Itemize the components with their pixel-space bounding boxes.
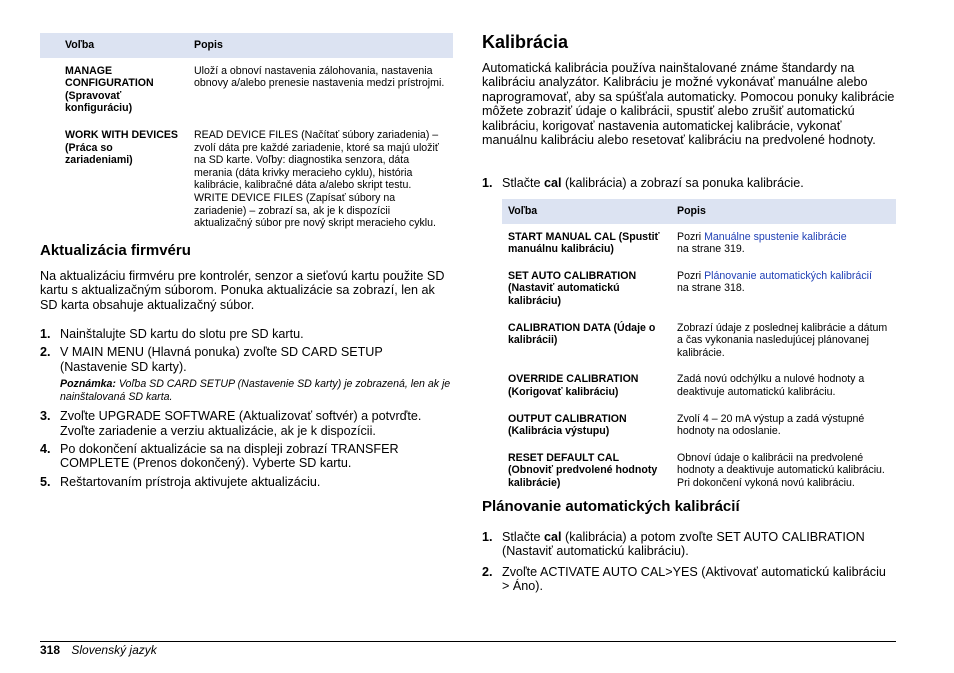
option-cell: RESET DEFAULT CAL (Obnoviť predvolené hodnoty kalibrácie) xyxy=(508,451,658,489)
step-number: 2. xyxy=(482,564,493,579)
column-header-option: Voľba xyxy=(502,199,671,224)
auto-calibration-heading: Plánovanie automatických kalibrácií xyxy=(482,498,740,515)
auto-calibration-steps xyxy=(482,530,896,594)
step-text: Zvoľte ACTIVATE AUTO CAL>YES (Aktivovať automatickú kalibráciu > Áno). xyxy=(502,564,886,594)
calibration-options-table xyxy=(502,199,896,497)
firmware-steps xyxy=(40,327,453,489)
step-text: (kalibrácia) a zobrazí sa ponuka kalibrácie. xyxy=(561,176,804,190)
step-number: 4. xyxy=(40,442,51,457)
table-row xyxy=(502,224,896,263)
note-text: Voľba SD CARD SETUP (Nastavenie SD karty) je zobrazená, len ak je nainštalovaná SD karta. xyxy=(60,378,451,404)
note xyxy=(40,378,453,404)
description-cell: Zvolí 4 – 20 mA výstup a zadá výstupné hodnoty na odoslanie. xyxy=(677,412,865,438)
list-item xyxy=(482,565,896,594)
description-cell: Obnoví údaje o kalibrácii na predvolené hodnoty a deaktivuje automatickú kalibráciu. Pri dokončení vykoná novú kalibráciu. xyxy=(677,451,885,489)
column-header-description: Popis xyxy=(671,199,896,224)
table-row xyxy=(502,263,896,315)
description-cell xyxy=(671,263,896,315)
option-cell: MANAGE CONFIGURATION (Spravovať konfiguráciu) xyxy=(65,64,154,115)
firmware-intro: Na aktualizáciu firmvéru pre kontrolér, senzor a sieťovú kartu použite SD kartu s aktualizačným súborom. Ponuka aktualizácie sa zobrazí, len ak SD karta obsahuje aktualizačný súbor. xyxy=(40,269,445,312)
list-item xyxy=(40,327,453,341)
option-cell: SET AUTO CALIBRATION (Nastaviť automatickú kalibráciu) xyxy=(508,269,637,307)
option-cell: START MANUAL CAL (Spustiť manuálnu kalibráciu) xyxy=(508,230,660,256)
footer-divider xyxy=(40,641,896,642)
step-text: V MAIN MENU (Hlavná ponuka) zvoľte SD CARD SETUP (Nastavenie SD karty). xyxy=(60,345,383,374)
link-auto-calibration[interactable]: Plánovanie automatických kalibrácií xyxy=(704,269,872,282)
description-cell xyxy=(671,224,896,263)
description-cell: Zobrazí údaje z poslednej kalibrácie a dátum a čas vykonania nasledujúcej plánovanej kalibrácie. xyxy=(677,321,888,359)
step-text: Reštartovaním prístroja aktivujete aktualizáciu. xyxy=(60,474,321,489)
list-item xyxy=(40,409,453,438)
calibration-heading: Kalibrácia xyxy=(482,32,569,52)
list-item xyxy=(482,176,896,190)
description-cell: Zadá novú odchýlku a nulové hodnoty a deaktivuje automatickú kalibráciu. xyxy=(677,373,865,398)
page-footer xyxy=(40,643,157,657)
table-header-row xyxy=(40,33,453,58)
step-number: 3. xyxy=(40,409,51,424)
column-header-description: Popis xyxy=(188,33,453,58)
option-cell: OUTPUT CALIBRATION (Kalibrácia výstupu) xyxy=(508,412,627,438)
description-text: na strane 318. xyxy=(677,282,745,295)
page-number: 318 xyxy=(40,643,61,657)
step-number: 2. xyxy=(40,345,51,360)
step-number: 1. xyxy=(482,176,493,190)
table-row xyxy=(40,122,453,237)
list-item xyxy=(40,475,453,489)
list-item xyxy=(40,442,453,471)
step-text: Stlačte xyxy=(502,176,544,190)
table-row xyxy=(502,406,896,445)
step-number: 1. xyxy=(40,327,51,341)
list-item xyxy=(482,530,896,559)
table-row xyxy=(502,366,896,405)
option-cell: WORK WITH DEVICES (Práca so zariadeniami) xyxy=(65,128,178,167)
table-row xyxy=(502,315,896,367)
link-manual-calibration[interactable]: Manuálne spustenie kalibrácie xyxy=(704,230,847,243)
option-cell: CALIBRATION DATA (Údaje o kalibrácii) xyxy=(508,321,656,347)
calibration-intro: Automatická kalibrácia používa nainštalované známe štandardy na kalibráciu analyzátor. Kalibráciu je možné vykonávať manuálne alebo naprogramovať, aby sa spúšťala automaticky. Pomocou ponuky kalibrácie môžete zobraziť údaje o kalibrácii, spustiť alebo zrušiť automatickú kalibráciu, korigovať nastavenia automatickej kalibrácie, vykonať manuálnu kalibráciu alebo resetovať kalibráciu na predvolené hodnoty. xyxy=(482,61,895,148)
table-row xyxy=(502,445,896,497)
step-text: Po dokončení aktualizácie sa na displeji zobrazí TRANSFER COMPLETE (Prenos dokončený). Vyberte SD kartu. xyxy=(60,442,399,471)
step-number: 5. xyxy=(40,474,51,489)
firmware-heading: Aktualizácia firmvéru xyxy=(40,242,191,259)
cal-key: cal xyxy=(544,176,562,190)
step-text: Zvoľte UPGRADE SOFTWARE (Aktualizovať softvér) a potvrďte. Zvoľte zariadenie a verziu aktualizácie, ak je k dispozícii. xyxy=(60,409,422,438)
note-label: Poznámka: xyxy=(60,378,116,391)
option-cell: OVERRIDE CALIBRATION (Korigovať kalibráciu) xyxy=(508,373,639,398)
table-row xyxy=(40,58,453,122)
description-text: Pozri xyxy=(677,230,705,243)
cal-key: cal xyxy=(544,530,562,544)
step-number: 1. xyxy=(482,530,493,544)
footer-language: Slovenský jazyk xyxy=(71,643,157,657)
calibration-steps xyxy=(482,176,896,190)
description-cell: Uloží a obnoví nastavenia zálohovania, nastavenia obnovy a/alebo prenesie nastavenia medzi prístrojmi. xyxy=(194,64,445,90)
description-text: Pozri xyxy=(677,269,705,282)
step-text: (kalibrácia) a potom zvoľte SET AUTO CALIBRATION (Nastaviť automatickú kalibráciu). xyxy=(502,530,865,559)
configuration-options-table xyxy=(40,33,453,237)
list-item xyxy=(40,345,453,374)
description-cell: READ DEVICE FILES (Načítať súbory zariadenia) – zvolí dáta pre každé zariadenie, ktoré sa majú uložiť na SD karte. Voľby: diagnostika senzora, dáta merania (dáta krivky meracieho cyklu), história kalibrácie, kalibračné dáta a/alebo skript testu. WRITE DEVICE FILES (Zapísať súbory na zariadenie) – zobrazí sa, ak je k dispozícii aktualizačný súbor pre nový skript meracieho cyklu. xyxy=(194,128,439,230)
step-text: Nainštalujte SD kartu do slotu pre SD kartu. xyxy=(60,327,304,341)
step-text: Stlačte xyxy=(502,530,544,544)
description-text: na strane 319. xyxy=(677,243,745,256)
table-header-row xyxy=(502,199,896,224)
column-header-option: Voľba xyxy=(40,33,188,58)
